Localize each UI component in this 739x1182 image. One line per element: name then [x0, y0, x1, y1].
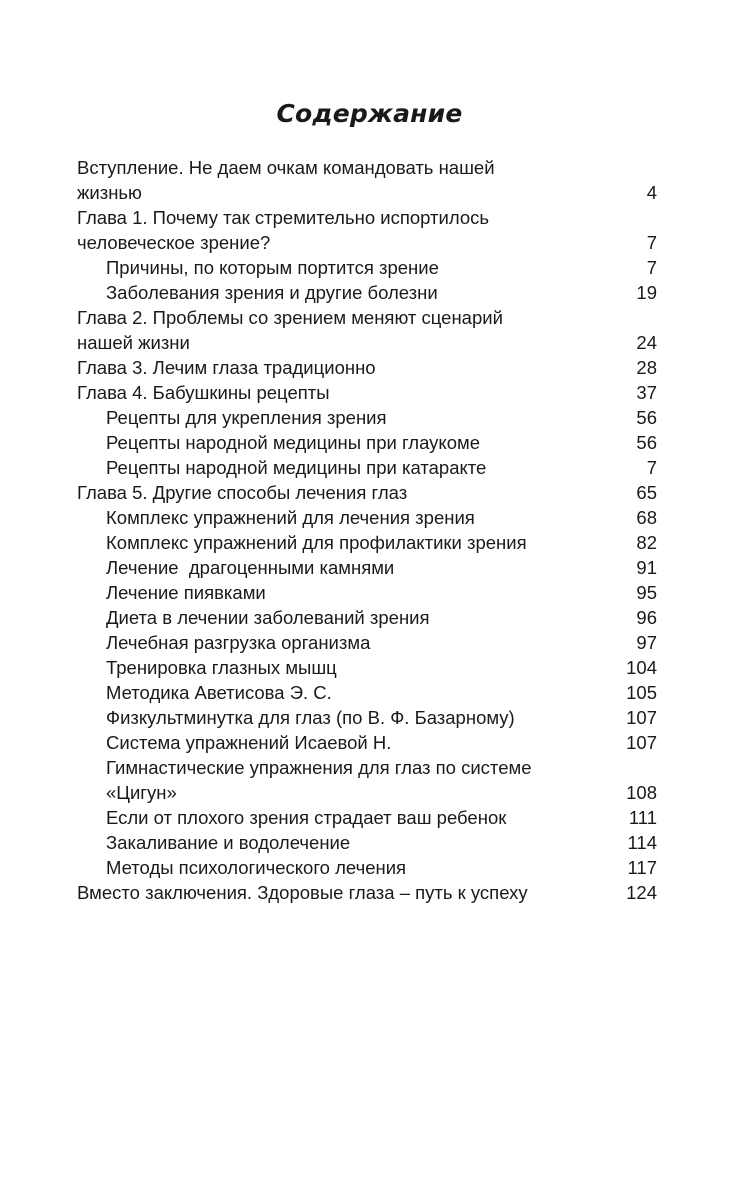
toc-entry-page: 4 — [646, 182, 657, 203]
toc-entry-title: Закаливание и водолечение — [106, 832, 351, 853]
toc-subentry — [77, 280, 657, 305]
toc-entry — [77, 880, 657, 905]
toc-entry-title: Диета в лечении заболеваний зрения — [106, 607, 430, 628]
toc-subentry — [77, 505, 657, 530]
toc-entry-title: Методы психологического лечения — [106, 857, 407, 878]
toc-entry — [77, 205, 657, 255]
toc-entry-page: 37 — [636, 382, 657, 403]
toc-entry-page: 111 — [628, 807, 657, 828]
toc-entry-title: Рецепты народной медицины при катаракте — [106, 457, 487, 478]
toc-entry-page: 7 — [646, 257, 657, 278]
toc-entry-title: Глава 3. Лечим глаза традиционно — [77, 357, 376, 378]
toc-entry-title: Причины, по которым портится зрение — [106, 257, 439, 278]
toc-entry-page: 7 — [646, 457, 657, 478]
toc-entry-page: 104 — [626, 657, 657, 678]
toc-entry-title: Рецепты народной медицины при глаукоме — [106, 432, 481, 453]
toc-subentry — [77, 605, 657, 630]
toc-entry-title: Физкультминутка для глаз (по В. Ф. Базарному) — [106, 707, 515, 728]
toc-entry-page: 7 — [646, 232, 657, 253]
toc-entry-page: 97 — [636, 632, 657, 653]
toc-entry-page: 117 — [627, 857, 657, 878]
toc-entry — [77, 480, 657, 505]
toc-subentry — [77, 580, 657, 605]
toc-subentry — [77, 855, 657, 880]
toc-entry-title: Рецепты для укрепления зрения — [106, 407, 387, 428]
toc-subentry — [77, 755, 657, 805]
toc-entry-page: 124 — [626, 882, 657, 903]
toc-entry — [77, 155, 657, 205]
toc-entry-title: Глава 1. Почему так стремительно испортилось человеческое зрение? — [77, 207, 495, 253]
toc-entry-page: 91 — [636, 557, 657, 578]
toc-entry-title: Тренировка глазных мышц — [106, 657, 337, 678]
toc-subentry — [77, 530, 657, 555]
toc-entry-title: Если от плохого зрения страдает ваш ребенок — [106, 807, 507, 828]
toc-entry-page: 95 — [636, 582, 657, 603]
toc-entry-title: Система упражнений Исаевой Н. — [106, 732, 392, 753]
toc-entry — [77, 380, 657, 405]
toc-entry-page: 82 — [636, 532, 657, 553]
toc-entry-title: Лечение драгоценными камнями — [106, 557, 395, 578]
toc-entry-title: Вместо заключения. Здоровые глаза – путь к успеху — [77, 882, 528, 903]
toc-entry-title: Вступление. Не даем очкам командовать нашей жизнью — [77, 157, 500, 203]
toc-subentry — [77, 805, 657, 830]
toc-entry-title: Глава 4. Бабушкины рецепты — [77, 382, 330, 403]
toc-entry-title: Методика Аветисова Э. С. — [106, 682, 332, 703]
toc-subentry — [77, 830, 657, 855]
toc-entry-title: Лечебная разгрузка организма — [106, 632, 371, 653]
toc-entry-page: 96 — [636, 607, 657, 628]
toc-entry-page: 28 — [636, 357, 657, 378]
toc-subentry — [77, 405, 657, 430]
toc-subentry — [77, 555, 657, 580]
toc-entry-title: Глава 2. Проблемы со зрением меняют сценарий нашей жизни — [77, 307, 509, 353]
toc-entry-page: 107 — [626, 707, 657, 728]
toc-subentry — [77, 255, 657, 280]
toc-entry-page: 65 — [636, 482, 657, 503]
toc-entry-page: 108 — [626, 782, 657, 803]
toc-entry-page: 56 — [636, 407, 657, 428]
toc-subentry — [77, 730, 657, 755]
page-title: Содержание — [276, 99, 463, 128]
toc-entry-title: Глава 5. Другие способы лечения глаз — [77, 482, 408, 503]
toc-subentry — [77, 655, 657, 680]
toc-entry-title: Комплекс упражнений для профилактики зрения — [106, 532, 527, 553]
toc-entry-page: 114 — [627, 832, 657, 853]
toc-entry-page: 105 — [626, 682, 657, 703]
toc-entry-page: 56 — [636, 432, 657, 453]
table-of-contents — [77, 155, 657, 905]
toc-entry-title: Гимнастические упражнения для глаз по системе «Цигун» — [106, 757, 537, 803]
toc-entry-page: 24 — [636, 332, 657, 353]
toc-subentry — [77, 630, 657, 655]
toc-entry-page: 107 — [626, 732, 657, 753]
toc-subentry — [77, 430, 657, 455]
toc-subentry — [77, 455, 657, 480]
toc-entry-page: 68 — [636, 507, 657, 528]
toc-subentry — [77, 680, 657, 705]
toc-entry — [77, 355, 657, 380]
toc-entry-title: Лечение пиявками — [106, 582, 266, 603]
toc-entry-page: 19 — [636, 282, 657, 303]
toc-entry-title: Заболевания зрения и другие болезни — [106, 282, 438, 303]
toc-entry — [77, 305, 657, 355]
toc-entry-title: Комплекс упражнений для лечения зрения — [106, 507, 475, 528]
toc-subentry — [77, 705, 657, 730]
